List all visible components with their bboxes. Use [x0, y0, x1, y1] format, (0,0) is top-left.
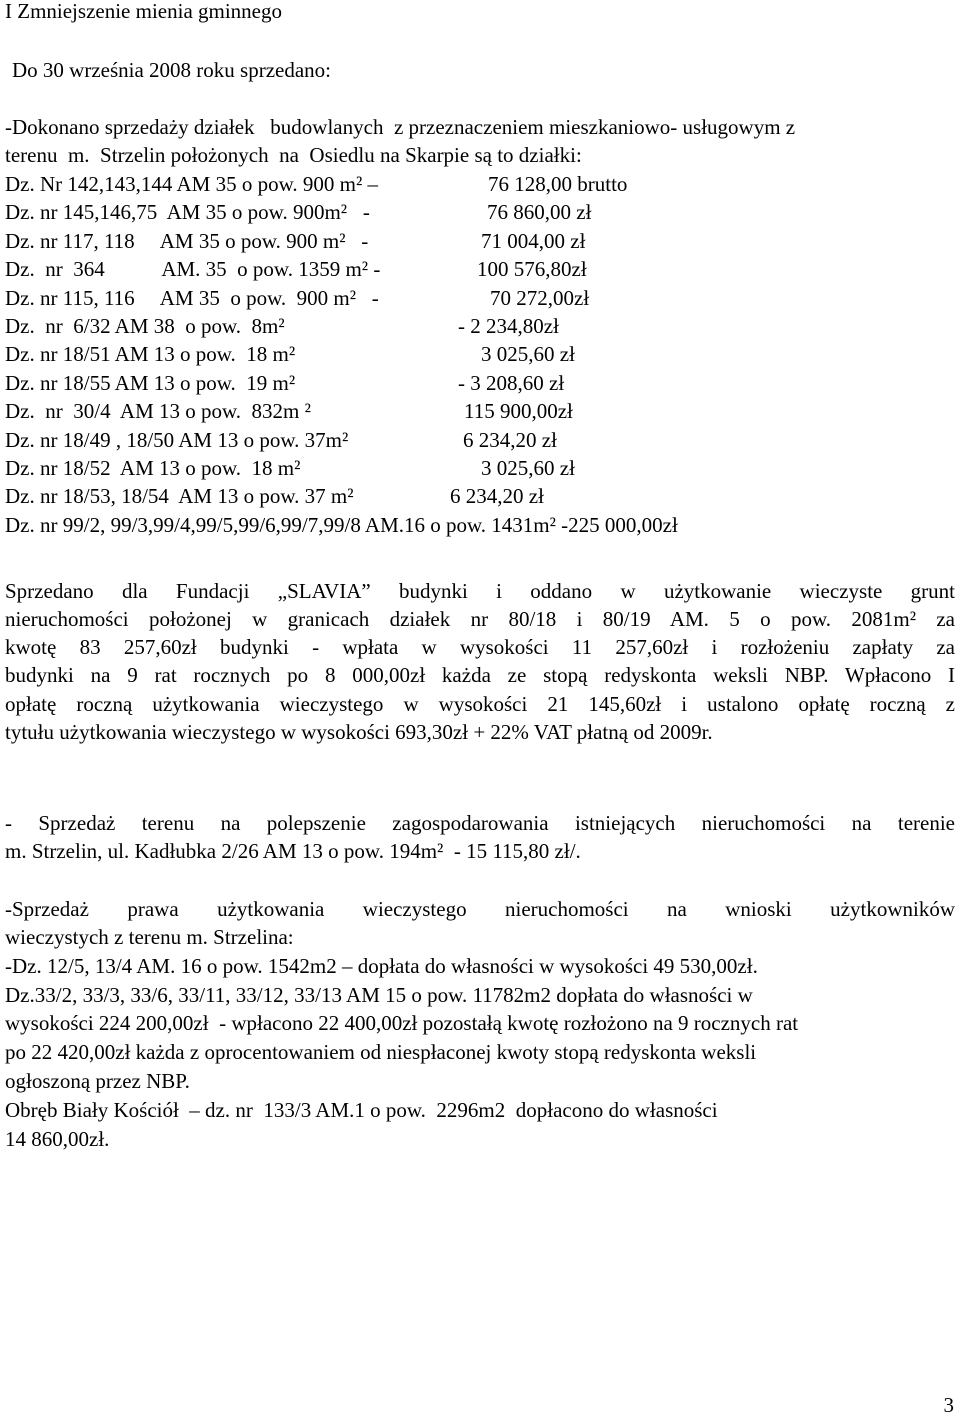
parcel-description: Dz. nr 18/53, 18/54 AM 13 o pow. 37 m² [5, 484, 354, 508]
parcel-price: 6 234,20 zł [463, 428, 557, 452]
parcel-description: Dz. nr 364 AM. 35 o pow. 1359 m² - [5, 257, 381, 281]
parcel-description: Dz. nr 115, 116 AM 35 o pow. 900 m² - [5, 286, 379, 310]
parcel-description-long: Dz. nr 99/2, 99/3,99/4,99/5,99/6,99/7,99/8 AM.16 o pow. 1431m² -225 000,00zł [5, 513, 678, 537]
paragraph-line: -Sprzedaż prawa użytkowania wieczystego nieruchomości na wnioski użytkowników [5, 897, 955, 921]
intro-line-2: terenu m. Strzelin położonych na Osiedlu na Skarpie są to działki: [5, 143, 582, 167]
paragraph-line: ogłoszoną przez NBP. [5, 1069, 190, 1093]
parcel-price: 76 128,00 brutto [488, 172, 628, 196]
parcel-price: 71 004,00 zł [481, 229, 586, 253]
paragraph-line: 14 860,00zł. [5, 1127, 110, 1151]
parcel-price: 76 860,00 zł [487, 200, 592, 224]
paragraph-line: Dz.33/2, 33/3, 33/6, 33/11, 33/12, 33/13 AM 15 o pow. 11782m2 dopłata do własności w [5, 983, 753, 1007]
paragraph-line: budynki na 9 rat rocznych po 8 000,00zł każda ze stopą redyskonta weksli NBP. Wpłacono I [5, 663, 955, 687]
parcel-price: 6 234,20 zł [450, 484, 544, 508]
parcel-price: 70 272,00zł [490, 286, 590, 310]
parcel-description: Dz. nr 18/49 , 18/50 AM 13 o pow. 37m² [5, 428, 349, 452]
parcel-description: Dz. nr 117, 118 AM 35 o pow. 900 m² - [5, 229, 369, 253]
paragraph-line: opłatę roczną użytkowania wieczystego w wysokości 21 145,60zł i ustalono opłatę roczną z [5, 692, 955, 716]
parcel-price: - 2 234,80zł [458, 314, 559, 338]
parcel-description: Dz. nr 18/52 AM 13 o pow. 18 m² [5, 456, 301, 480]
paragraph-line: - Sprzedaż terenu na polepszenie zagospodarowania istniejących nieruchomości na terenie [5, 811, 955, 835]
parcel-description: Dz. nr 18/55 AM 13 o pow. 19 m² [5, 371, 296, 395]
intro-line-1: -Dokonano sprzedaży działek budowlanych z przeznaczeniem mieszkaniowo- usługowym z [5, 115, 796, 139]
parcel-description: Dz. Nr 142,143,144 AM 35 o pow. 900 m² – [5, 172, 379, 196]
paragraph-line: nieruchomości położonej w granicach działek nr 80/18 i 80/19 AM. 5 o pow. 2081m² za [5, 607, 955, 631]
paragraph-line: po 22 420,00zł każda z oprocentowaniem od niespłaconej kwoty stopą redyskonta weksli [5, 1040, 757, 1064]
paragraph-line: wieczystych z terenu m. Strzelina: [5, 925, 294, 949]
parcel-description: Dz. nr 145,146,75 AM 35 o pow. 900m² - [5, 200, 370, 224]
paragraph-line: tytułu użytkowania wieczystego w wysokości 693,30zł + 22% VAT płatną od 2009r. [5, 720, 713, 744]
parcel-price: 115 900,00zł [464, 399, 573, 423]
section-subheading: Do 30 września 2008 roku sprzedano: [12, 58, 331, 82]
parcel-price: 3 025,60 zł [481, 456, 575, 480]
paragraph-line: kwotę 83 257,60zł budynki - wpłata w wysokości 11 257,60zł i rozłożeniu zapłaty za [5, 635, 955, 659]
parcel-price: - 3 208,60 zł [458, 371, 565, 395]
paragraph-line: m. Strzelin, ul. Kadłubka 2/26 AM 13 o pow. 194m² - 15 115,80 zł/. [5, 839, 581, 863]
paragraph-line: Obręb Biały Kościół – dz. nr 133/3 AM.1 o pow. 2296m2 dopłacono do własności [5, 1098, 718, 1122]
section-heading: I Zmniejszenie mienia gminnego [5, 0, 282, 23]
parcel-description: Dz. nr 18/51 AM 13 o pow. 18 m² [5, 342, 296, 366]
page-number: 3 [943, 1393, 954, 1417]
parcel-price: 100 576,80zł [477, 257, 587, 281]
paragraph-line: -Dz. 12/5, 13/4 AM. 16 o pow. 1542m2 – dopłata do własności w wysokości 49 530,00zł. [5, 954, 758, 978]
parcel-description: Dz. nr 6/32 AM 38 o pow. 8m² [5, 314, 285, 338]
paragraph-line: wysokości 224 200,00zł - wpłacono 22 400,00zł pozostałą kwotę rozłożono na 9 rocznych rat [5, 1011, 799, 1035]
parcel-price: 3 025,60 zł [481, 342, 575, 366]
paragraph-line: Sprzedano dla Fundacji „SLAVIA” budynki i oddano w użytkowanie wieczyste grunt [5, 579, 955, 603]
parcel-description: Dz. nr 30/4 AM 13 o pow. 832m ² [5, 399, 311, 423]
